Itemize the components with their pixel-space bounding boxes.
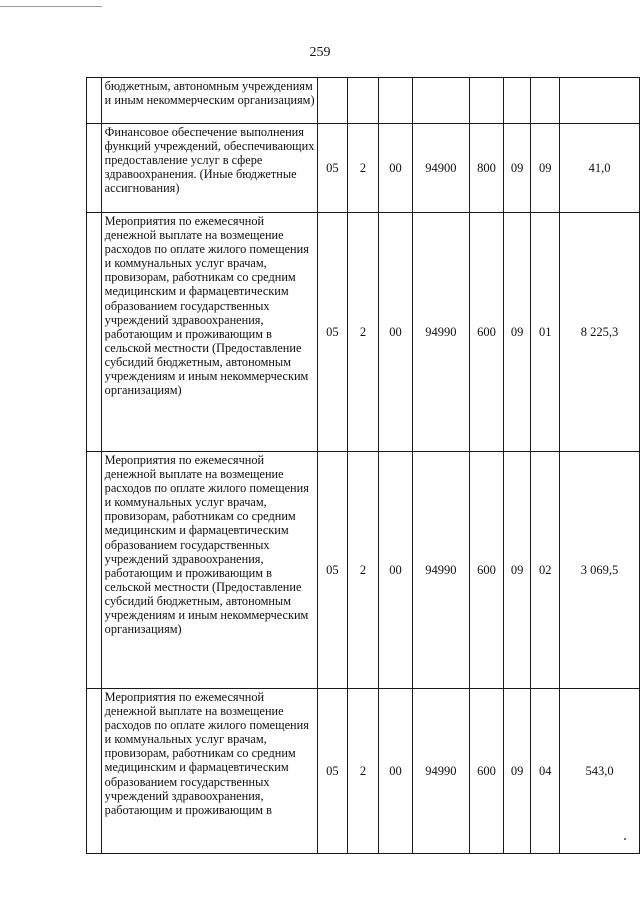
code-cell: 2 (347, 689, 378, 854)
code-cell: 2 (347, 124, 378, 213)
code-cell (503, 78, 531, 124)
row-name-cell: Мероприятия по ежемесячной денежной выплате на возмещение расходов по оплате жилого помещения и коммунальных услуг врачам, провизорам, работникам со средним медицинским и фармацевтическим образованием государственных учреждений здравоохранения, работающим и проживающим в сельской местности (Предоставление субсидий бюджетным, автономным учреждениям и иным некоммерческим организациям) (101, 213, 317, 452)
row-name-cell: Мероприятия по ежемесячной денежной выплате на возмещение расходов по оплате жилого помещения и коммунальных услуг врачам, провизорам, работникам со средним медицинским и фармацевтическим образованием государственных учреждений здравоохранения, работающим и проживающим в сельской местности (Предоставление субсидий бюджетным, автономным учреждениям и иным некоммерческим организациям) (101, 452, 317, 689)
code-cell (347, 78, 378, 124)
scan-speck (624, 838, 626, 840)
row-index-cell (87, 124, 102, 213)
code-cell: 2 (347, 213, 378, 452)
code-cell: 600 (470, 213, 504, 452)
code-cell: 00 (379, 452, 413, 689)
budget-table (86, 77, 640, 854)
code-cell (379, 78, 413, 124)
code-cell: 00 (379, 689, 413, 854)
amount-cell (560, 78, 640, 124)
amount-cell: 3 069,5 (560, 452, 640, 689)
code-cell: 09 (503, 124, 531, 213)
table-row (87, 452, 640, 689)
row-index-cell (87, 689, 102, 854)
code-cell: 2 (347, 452, 378, 689)
row-index-cell (87, 452, 102, 689)
table-row (87, 78, 640, 124)
code-cell: 800 (470, 124, 504, 213)
amount-cell: 543,0 (560, 689, 640, 854)
amount-cell: 41,0 (560, 124, 640, 213)
code-cell (470, 78, 504, 124)
row-name-cell: Мероприятия по ежемесячной денежной выплате на возмещение расходов по оплате жилого помещения и коммунальных услуг врачам, провизорам, работникам со средним медицинским и фармацевтическим образованием государственных учреждений здравоохранения, работающим и проживающим в (101, 689, 317, 854)
code-cell: 09 (503, 213, 531, 452)
row-index-cell (87, 78, 102, 124)
code-cell: 05 (318, 213, 348, 452)
code-cell: 04 (531, 689, 560, 854)
code-cell: 94900 (412, 124, 469, 213)
code-cell: 94990 (412, 213, 469, 452)
code-cell: 05 (318, 452, 348, 689)
row-index-cell (87, 213, 102, 452)
code-cell: 00 (379, 213, 413, 452)
page-number: 259 (309, 45, 331, 60)
table-row (87, 213, 640, 452)
amount-cell: 8 225,3 (560, 213, 640, 452)
code-cell (412, 78, 469, 124)
code-cell (318, 78, 348, 124)
row-name-cell: Финансовое обеспечение выполнения функций учреждений, обеспечивающих предоставление услуг в сфере здравоохранения. (Иные бюджетные ассигнования) (101, 124, 317, 213)
code-cell: 09 (503, 689, 531, 854)
code-cell: 01 (531, 213, 560, 452)
code-cell (531, 78, 560, 124)
code-cell: 600 (470, 452, 504, 689)
code-cell: 00 (379, 124, 413, 213)
code-cell: 05 (318, 689, 348, 854)
code-cell: 94990 (412, 689, 469, 854)
table-row (87, 124, 640, 213)
code-cell: 05 (318, 124, 348, 213)
code-cell: 09 (503, 452, 531, 689)
code-cell: 09 (531, 124, 560, 213)
row-name-cell: бюджетным, автономным учреждениям и иным некоммерческим организациям) (101, 78, 317, 124)
scan-edge-mark (0, 0, 102, 7)
code-cell: 94990 (412, 452, 469, 689)
code-cell: 02 (531, 452, 560, 689)
table-row (87, 689, 640, 854)
code-cell: 600 (470, 689, 504, 854)
